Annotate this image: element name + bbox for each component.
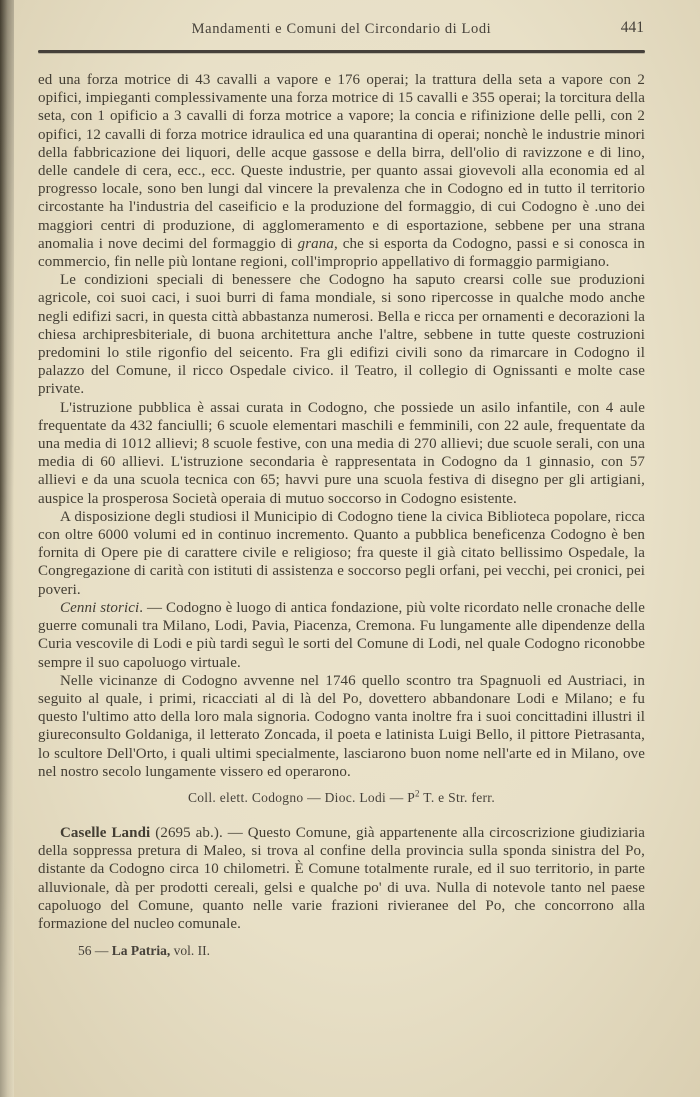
body-paragraph [38,599,645,672]
text-run: . — Codogno è luogo di antica fondazione, più volte ricordato nelle cronache delle guerre comunali tra Milano, Lodi, Pavia, Piacenza, Cremona. Fu lungamente alle dipendenze della Curia vescovile di Lodi e più tardi seguì le sorti del Comune di Lodi, nel quale Codogno riconobbe sempre il suo capoluogo virtuale. [38,599,645,671]
text-run: vol. II. [170,943,210,959]
body-paragraph [38,824,645,933]
electoral-college-line [38,790,645,806]
text-run: , che si esporta da Codogno, passi e si conosca in commercio, fin nelle più lontane regioni, coll'improprio appellativo di formaggio parmigiano. [38,235,645,271]
text-run: grana [297,235,334,252]
text-run: ed una forza motrice di 43 cavalli a vapore e 176 operai; la trattura della seta a vapore con 2 opifici, impieganti complessivamente una forza motrice di 15 cavalli e 355 operai; la torcitura della seta, con 1 opificio a 3 cavalli di forza motrice a vapore; la concia e rifinizione delle pelli, con 2 opifici, 12 cavalli di forza motrice idraulica ed una quarantina di operai; nonchè le industrie minori della fabbricazione dei liquori, delle acque gassose e della birra, dell'olio di ravizzone e di lino, delle candele di cera, ecc., ecc. Queste industrie, per quanto assai giovevoli alla economia ed al progresso locale, sono ben lungi dal vincere la prevalenza che in Codogno ed in tutto il territorio circostante ha l'industria del caseificio e la produzione del formaggio, di cui Codogno è .uno dei maggiori centri di produzione, di agglomeramento e di esportazione, sebbene per una strana anomalia i nove decimi del formaggio di [38,72,645,252]
text-run: Nelle vicinanze di Codogno avvenne nel 1746 quello scontro tra Spagnuoli ed Austriaci, in seguito al quale, i primi, ricacciati al di là del Po, dovettero abbandonare Lodi e Milano; e fu questo l'ultimo atto della loro mala signoria. Codogno vanta inoltre fra i suoi concittadini illustri il giureconsulto Goldaniga, il letterato Zoncada, il poeta e latinista Luigi Bello, il pittore Pietrasanta, lo scultore Dell'Orto, i quali ultimi specialmente, lasciarono buon nome nell'arte ed in Milano, ove nel nostro secolo lungamente vissero ed operarono. [38,672,645,780]
page-content [38,0,645,959]
text-run: 56 — [78,943,112,959]
body-text [38,71,645,781]
text-run: Coll. elett. Codogno — Dioc. Lodi — P [187,789,416,805]
text-run: L'istruzione pubblica è assai curata in Codogno, che possiede un asilo infantile, con 4 aule frequentate da 432 fanciulli; 6 scuole elementari maschili e femminili, con 22 aule, frequentate da una media di 1012 allievi; 8 scuole festive, con una media di 270 allievi; due scuole serali, con una media di 60 allievi. L'istruzione secondaria è rappresentata in Codogno da 1 ginnasio, con 57 allievi e da una scuola tecnica con 65; havvi pure una scuola festiva di disegno per gli artigiani, auspice la prosperosa Società operaia di mutuo soccorso in Codogno esistente. [38,399,645,507]
header-rule [38,50,645,53]
text-run: La Patria, [111,943,171,959]
body-paragraph [38,399,645,508]
text-run: A disposizione degli studiosi il Municipio di Codogno tiene la civica Biblioteca popolare, ricca con oltre 6000 volumi ed in continuo incremento. Quanto a pubblica beneficenza Codogno è ben fornita di Opere pie di carattere civile e religioso; fra queste il già citato bellissimo Ospedale, la Congregazione di carità con istituti di assistenza e soccorso pegli orfani, pei vecchi, pei cronici, pei poveri. [38,508,645,598]
body-paragraph [38,508,645,599]
text-run: Caselle Landi [60,824,151,841]
running-header-title: Mandamenti e Comuni del Circondario di Lodi [191,21,492,37]
body-paragraph [38,271,645,398]
body-paragraph [38,672,645,781]
text-run: (2695 ab.). — Questo Comune, già appartenente alla circoscrizione giudiziaria della soppressa pretura di Maleo, si trova al confine della provincia sulla sponda sinistra del Po, distante da Codogno circa 10 chilometri. È Comune totalmente rurale, ed il suo territorio, in parte alluvionale, dà per prodotti cereali, gelsi e qualche po' di uva. Nulla di notevole tanto nel paese capoluogo del Comune, quanto nelle varie frazioni rivieranee del Po, che concorrono alla formazione del nucleo comunale. [38,824,645,932]
caselle-landi-section [38,824,645,933]
page-header [38,0,645,43]
scan-gutter-fade [0,0,14,1097]
text-run: Cenni storici [60,599,140,616]
page-footer [78,943,645,959]
text-run: Le condizioni speciali di benessere che Codogno ha saputo crearsi colle sue produzioni agricole, coi suoi caci, i suoi burri di fama mondiale, si sono ripercosse in qualche modo anche negli edifizi sacri, in questa città abbastanza numerosi. Bella e ricca per ornamenti e decorazioni la chiesa archipresbiteriale, di buona architettura anche l'altre, sebbene in tutte queste costruzioni predomini lo stile rigonfio del seicento. Fra gli edifizi civili sono da rimarcare in Codogno il palazzo del Comune, il ricco Ospedale civico. il Teatro, il collegio di Ognissanti e molte case private. [38,272,645,398]
body-paragraph [38,71,645,271]
text-run: T. e Str. ferr. [419,789,496,805]
text-run: 2 [415,788,420,799]
page-number: 441 [620,19,644,36]
